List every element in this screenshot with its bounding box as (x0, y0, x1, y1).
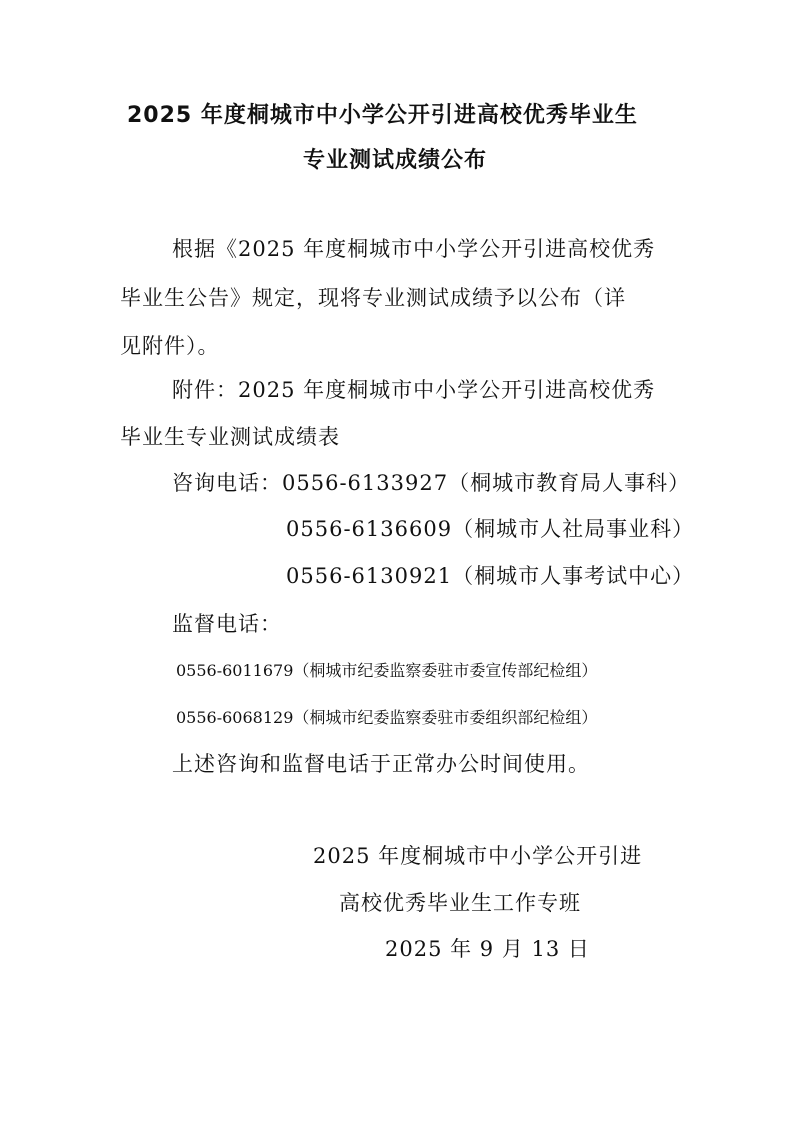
body-paragraph-line-3: 见附件）。 (120, 334, 220, 358)
attachment-line-2: 毕业生专业测试成绩表 (120, 425, 340, 449)
body-paragraph-line-1: 根据《2025 年度桐城市中小学公开引进高校优秀 (172, 237, 656, 261)
supervise-phone-line-1: 0556-6011679（桐城市纪委监察委驻市委宣传部纪检组） (176, 661, 598, 680)
body-paragraph-line-2: 毕业生公告》规定，现将专业测试成绩予以公布（详 (120, 286, 626, 310)
attachment-line-1: 附件：2025 年度桐城市中小学公开引进高校优秀 (172, 378, 656, 402)
signature-line-1: 2025 年度桐城市中小学公开引进 (313, 844, 643, 868)
office-hours-note: 上述咨询和监督电话于正常办公时间使用。 (172, 752, 590, 776)
consult-phone-line-1: 咨询电话：0556-6133927（桐城市教育局人事科） (172, 471, 691, 495)
consult-phone-line-2: 0556-6136609（桐城市人社局事业科） (286, 517, 695, 541)
document-title-line-1: 2025 年度桐城市中小学公开引进高校优秀毕业生 (127, 103, 638, 128)
supervise-phone-label: 监督电话： (172, 612, 282, 636)
consult-phone-line-3: 0556-6130921（桐城市人事考试中心） (286, 564, 695, 588)
signature-date: 2025 年 9 月 13 日 (385, 937, 590, 961)
document-title-line-2: 专业测试成绩公布 (303, 148, 488, 173)
supervise-phone-line-2: 0556-6068129（桐城市纪委监察委驻市委组织部纪检组） (176, 708, 598, 727)
signature-line-2: 高校优秀毕业生工作专班 (339, 891, 581, 915)
